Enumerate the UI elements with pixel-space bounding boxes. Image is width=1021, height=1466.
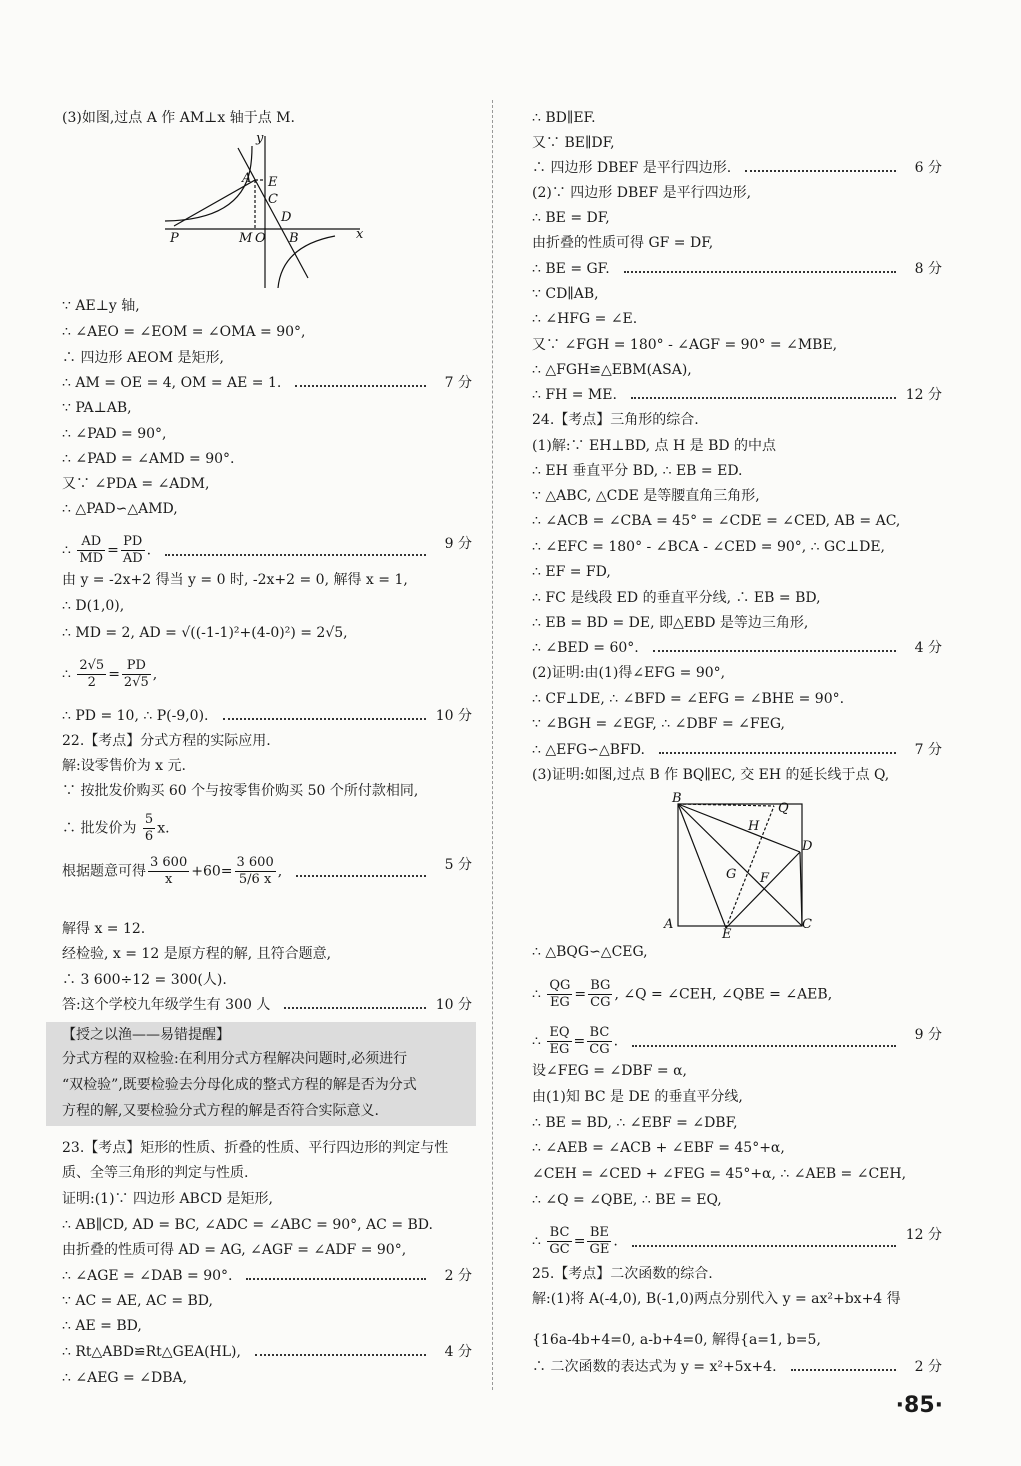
svg-text:G: G — [726, 867, 737, 882]
right-line: ∴ FC 是线段 ED 的垂直平分线, ∴ EB = BD, — [532, 590, 821, 606]
score-label: 2 分 — [914, 1359, 942, 1375]
label-e: E — [268, 175, 278, 190]
left-line: 【授之以渔——易错提醒】 — [62, 1027, 230, 1043]
score-label: 10 分 — [435, 997, 472, 1013]
score-label: 6 分 — [914, 160, 942, 176]
left-line: ∴ ∠PAD = 90°, — [62, 426, 167, 442]
svg-text:D: D — [802, 839, 813, 854]
label-m: M — [239, 231, 253, 246]
right-line: ∴ FH = ME. 12 分 — [532, 387, 942, 403]
right-line: 又∵ ∠FGH = 180° - ∠AGF = 90° = ∠MBE, — [532, 337, 838, 353]
svg-text:E: E — [722, 927, 732, 940]
left-line: ∴ ∠PAD = ∠AMD = 90°. — [62, 451, 235, 467]
right-line: ∴ EH 垂直平分 BD, ∴ EB = ED. — [532, 463, 743, 479]
line-ab — [238, 148, 308, 278]
right-line: ∴ BE = BD, ∴ ∠EBF = ∠DBF, — [532, 1115, 738, 1131]
left-line: ∵ PA⊥AB, — [62, 400, 132, 416]
right-line: {16a-4b+4=0, a-b+4=0, 解得{a=1, b=5, — [532, 1332, 821, 1348]
label-o: O — [255, 231, 266, 246]
right-line: ∴ BE = GF. 8 分 — [532, 261, 942, 277]
right-line: ∴ ∠AEB = ∠ACB + ∠EBF = 45°+α, — [532, 1140, 785, 1156]
left-line: ∴ MD = 2, AD = √((-1-1)²+(4-0)²) = 2√5, — [62, 625, 348, 641]
right-line: ∴ BD∥EF. — [532, 110, 596, 126]
right-line: ∠CEH = ∠CED + ∠FEG = 45°+α, ∴ ∠AEB = ∠CEH, — [532, 1166, 907, 1182]
label-p: P — [170, 231, 179, 246]
score-label: 4 分 — [444, 1344, 472, 1360]
svg-text:C: C — [802, 917, 812, 932]
left-line: 由 y = -2x+2 得当 y = 0 时, -2x+2 = 0, 解得 x = 1, — [62, 572, 408, 588]
left-line: ∴ 四边形 AEOM 是矩形, — [62, 350, 224, 366]
svg-text:Q: Q — [778, 801, 789, 816]
right-line: ∴ $\frac{EQ}{EG}$ = $\frac{BC}{CG}$ . 9 分 — [532, 1025, 942, 1057]
right-line: (3)证明:如图,过点 B 作 BQ∥EC, 交 EH 的延长线于点 Q, — [532, 767, 890, 783]
right-line: ∴ ∠Q = ∠QBE, ∴ BE = EQ, — [532, 1192, 722, 1208]
label-y: y — [256, 131, 264, 146]
score-label: 7 分 — [444, 375, 472, 391]
right-line: ∴ △EFG∽△BFD. 7 分 — [532, 742, 942, 758]
right-line: ∵ ∠BGH = ∠EGF, ∴ ∠DBF = ∠FEG, — [532, 716, 785, 732]
right-line: ∴ ∠EFC = 180° - ∠BCA - ∠CED = 90°, ∴ GC⊥DE, — [532, 539, 885, 555]
left-line: ∴ 3 600÷12 = 300(人). — [62, 972, 227, 988]
label-c: C — [268, 192, 278, 207]
left-line: 又∵ ∠PDA = ∠ADM, — [62, 476, 210, 492]
right-line: ∵ CD∥AB, — [532, 286, 599, 302]
right-line: ∴ EB = BD = DE, 即△EBD 是等边三角形, — [532, 615, 809, 631]
svg-text:F: F — [760, 871, 770, 886]
score-label: 7 分 — [914, 742, 942, 758]
left-line: ∴ AE = BD, — [62, 1318, 142, 1334]
right-line: ∴ ∠BED = 60°. 4 分 — [532, 640, 942, 656]
left-line: ∵ AE⊥y 轴, — [62, 298, 140, 314]
left-line: ∴ ∠AGE = ∠DAB = 90°. 2 分 — [62, 1268, 472, 1284]
right-line: 24.【考点】三角形的综合. — [532, 412, 699, 428]
left-line: ∴ AB∥CD, AD = BC, ∠ADC = ∠ABC = 90°, AC = BD. — [62, 1217, 433, 1233]
left-line: 根据题意可得 $\frac{3 600}{x}$ +60= $\frac{3 600}{5/6 x}$ , 5 分 — [62, 855, 472, 887]
hyperbola-right — [278, 236, 335, 288]
label-d: D — [281, 210, 292, 225]
right-line: ∴ 四边形 DBEF 是平行四边形. 6 分 — [532, 160, 942, 176]
score-label: 4 分 — [914, 640, 942, 656]
left-line: 经检验, x = 12 是原方程的解, 且符合题意, — [62, 946, 332, 962]
right-line: (2)证明:由(1)得∠EFG = 90°, — [532, 665, 726, 681]
left-line: 解得 x = 12. — [62, 921, 146, 937]
right-line: ∴ CF⊥DE, ∴ ∠BFD = ∠EFG = ∠BHE = 90°. — [532, 691, 845, 707]
right-line: ∴ $\frac{QG}{EG}$ = $\frac{BG}{CG}$ , ∠Q = ∠CEH, ∠QBE = ∠AEB, — [532, 978, 833, 1010]
right-line: (1)解:∵ EH⊥BD, 点 H 是 BD 的中点 — [532, 438, 777, 454]
left-line: “双检验”,既要检验去分母化成的整式方程的解是否为分式 — [62, 1077, 417, 1093]
label-x: x — [356, 227, 364, 242]
left-line: ∴ Rt△ABD≌Rt△GEA(HL), 4 分 — [62, 1344, 472, 1360]
right-line: ∴ $\frac{BC}{GC}$ = $\frac{BE}{GE}$ . 12 分 — [532, 1225, 942, 1257]
label-a: A — [242, 171, 252, 186]
left-line: ∴ ∠AEG = ∠DBA, — [62, 1370, 188, 1386]
left-line: 证明:(1)∵ 四边形 ABCD 是矩形, — [62, 1191, 273, 1207]
right-line: 由(1)知 BC 是 DE 的垂直平分线, — [532, 1089, 743, 1105]
score-label: 10 分 — [435, 708, 472, 724]
score-label: 2 分 — [444, 1268, 472, 1284]
page-number: ·85· — [895, 1393, 943, 1418]
hyperbola-left — [165, 146, 252, 221]
right-line: ∵ △ABC, △CDE 是等腰直角三角形, — [532, 488, 760, 504]
figure-coordinate-graph — [160, 128, 370, 293]
right-line: ∴ ∠ACB = ∠CBA = 45° = ∠CDE = ∠CED, AB = AC, — [532, 513, 901, 529]
right-line: ∴ 二次函数的表达式为 y = x²+5x+4. 2 分 — [532, 1359, 942, 1375]
left-line: ∴ $\frac{AD}{MD}$ = $\frac{PD}{AD}$ . 9 分 — [62, 534, 472, 566]
score-label: 8 分 — [914, 261, 942, 277]
svg-text:H: H — [748, 819, 760, 834]
left-line: ∴ ∠AEO = ∠EOM = ∠OMA = 90°, — [62, 324, 306, 340]
left-line: 答:这个学校九年级学生有 300 人 10 分 — [62, 997, 472, 1013]
left-line: 解:设零售价为 x 元. — [62, 758, 186, 774]
score-label: 9 分 — [914, 1027, 942, 1043]
right-line: (2)∵ 四边形 DBEF 是平行四边形, — [532, 185, 752, 201]
left-line: 质、全等三角形的判定与性质. — [62, 1165, 249, 1181]
column-divider — [492, 100, 493, 1390]
left-line: ∴ AM = OE = 4, OM = AE = 1. 7 分 — [62, 375, 472, 391]
svg-text:B: B — [672, 791, 682, 806]
right-line: 解:(1)将 A(-4,0), B(-1,0)两点分别代入 y = ax²+bx+4 得 — [532, 1291, 901, 1307]
left-line: 方程的解,又要检验分式方程的解是否符合实际意义. — [62, 1103, 379, 1119]
right-line: ∴ EF = FD, — [532, 564, 611, 580]
right-line: 又∵ BE∥DF, — [532, 135, 615, 151]
label-b: B — [289, 231, 299, 246]
left-line: 由折叠的性质可得 AD = AG, ∠AGF = ∠ADF = 90°, — [62, 1242, 407, 1258]
right-line: 设∠FEG = ∠DBF = α, — [532, 1063, 687, 1079]
score-label: 12 分 — [905, 1227, 942, 1243]
left-line: 分式方程的双检验:在利用分式方程解决问题时,必须进行 — [62, 1051, 408, 1067]
left-line: ∴ PD = 10, ∴ P(-9,0). 10 分 — [62, 708, 472, 724]
left-line: ∵ 按批发价购买 60 个与按零售价购买 50 个所付款相同, — [62, 783, 419, 799]
right-line: 由折叠的性质可得 GF = DF, — [532, 235, 714, 251]
right-line: ∴ ∠HFG = ∠E. — [532, 311, 638, 327]
score-label: 9 分 — [444, 536, 472, 552]
left-line: 22.【考点】分式方程的实际应用. — [62, 733, 271, 749]
right-line: ∴ BE = DF, — [532, 210, 610, 226]
right-line: ∴ △FGH≌△EBM(ASA), — [532, 362, 692, 378]
score-label: 5 分 — [444, 857, 472, 873]
left-line: ∴ $\frac{2√5}{2}$ = $\frac{PD}{2√5}$ , — [62, 658, 158, 690]
left-line: ∴ 批发价为 $\frac{5}{6}$ x. — [62, 812, 170, 844]
right-line: 25.【考点】二次函数的综合. — [532, 1266, 713, 1282]
svg-text:A: A — [664, 917, 674, 932]
left-line: ∴ D(1,0), — [62, 598, 125, 614]
left-line: 23.【考点】矩形的性质、折叠的性质、平行四边形的判定与性 — [62, 1140, 449, 1156]
left-line: (3)如图,过点 A 作 AM⊥x 轴于点 M. — [62, 110, 295, 126]
score-label: 12 分 — [905, 387, 942, 403]
left-line: ∵ AC = AE, AC = BD, — [62, 1293, 213, 1309]
right-line: ∴ △BQG∽△CEG, — [532, 944, 648, 960]
figure-geometry — [660, 790, 820, 940]
left-line: ∴ △PAD∽△AMD, — [62, 501, 178, 517]
